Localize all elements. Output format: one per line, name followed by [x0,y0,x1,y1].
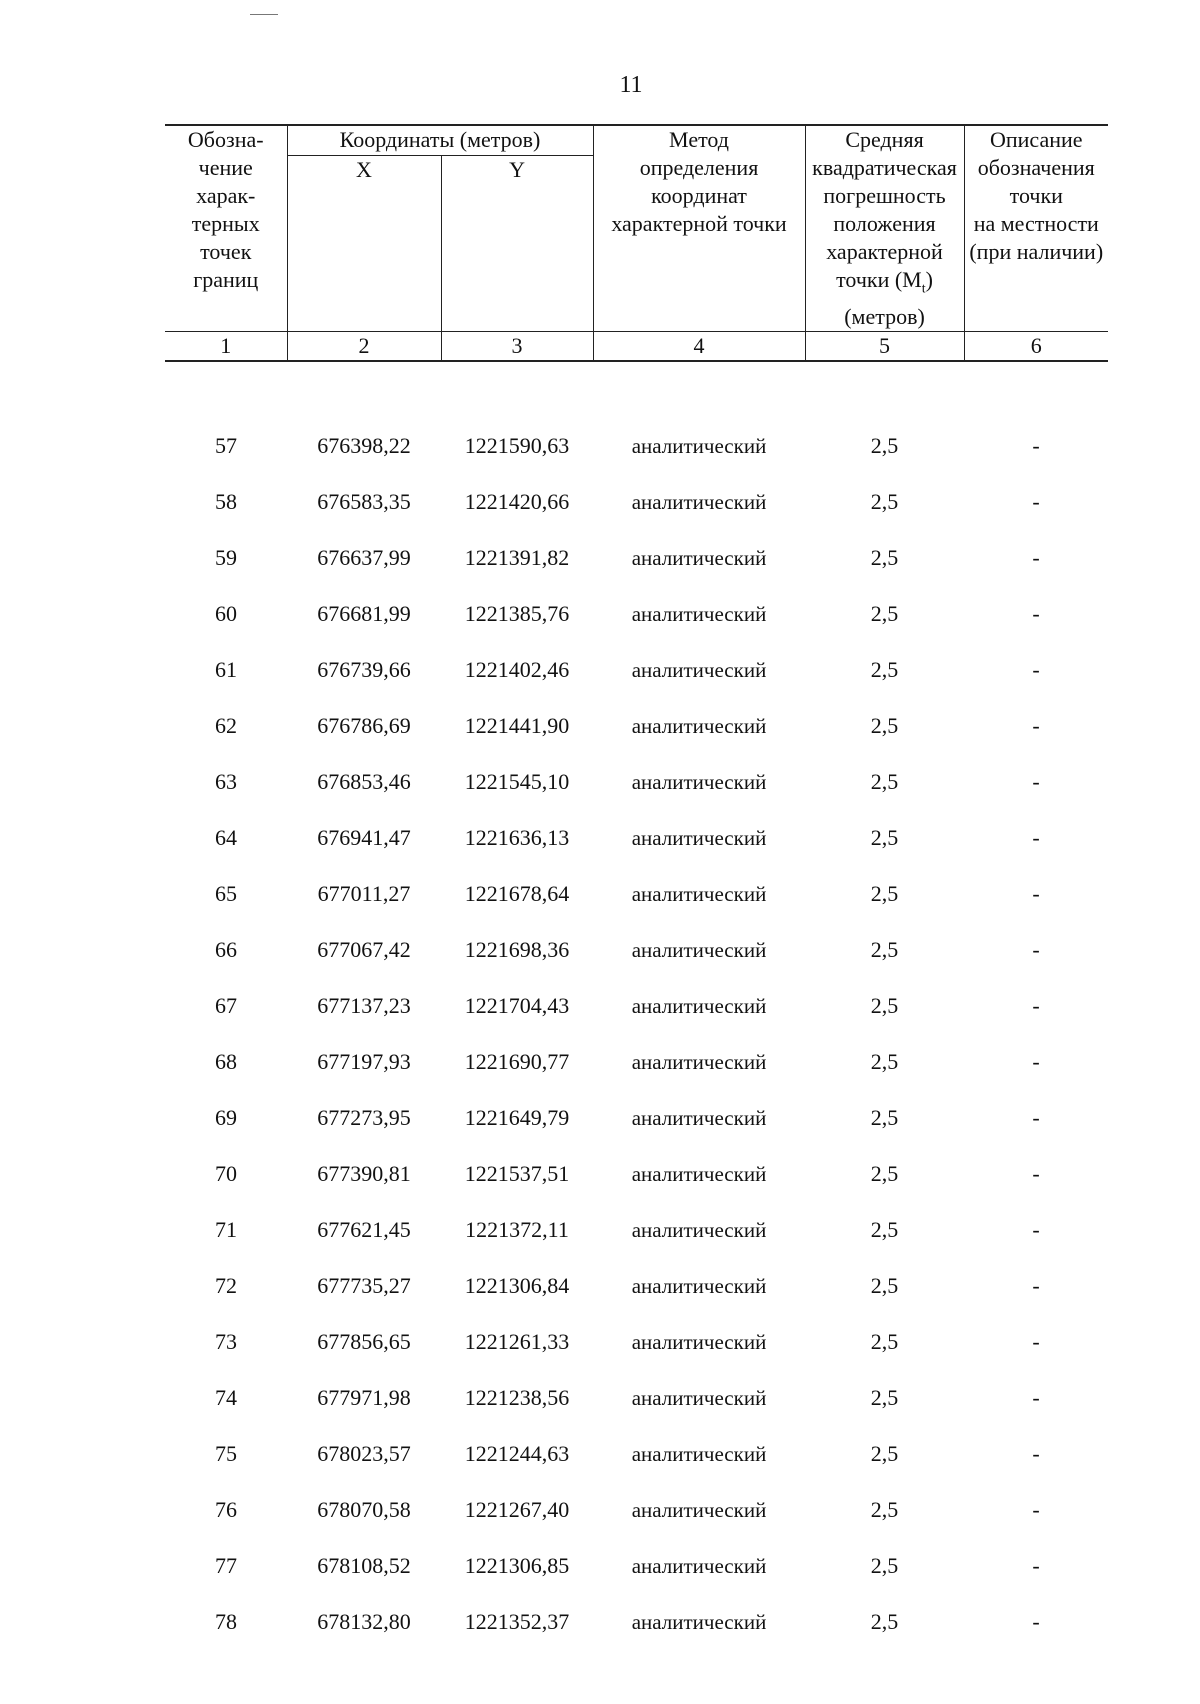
table-row [165,642,1108,698]
cell-description: - [1032,825,1040,851]
cell-method: аналитический [631,1049,767,1074]
cell-point-id: 76 [215,1497,237,1523]
cell-method: аналитический [631,937,767,962]
table-row [165,1370,1108,1426]
table-row [165,754,1108,810]
table-row [165,922,1108,978]
page-number: 11 [619,72,643,98]
cell-error: 2,5 [870,881,899,907]
cell-y: 1221678,64 [464,881,570,907]
header-coordinates: Координаты (метров) [287,125,593,156]
cell-point-id: 75 [215,1441,237,1467]
table-row [165,1426,1108,1482]
cell-method: аналитический [631,601,767,626]
cell-method: аналитический [631,657,767,682]
cell-description: - [1032,713,1040,739]
cell-error: 2,5 [870,1217,899,1243]
cell-point-id: 61 [215,657,237,683]
cell-method: аналитический [631,825,767,850]
cell-method: аналитический [631,1329,767,1354]
cell-error: 2,5 [870,1049,899,1075]
table-row [165,1594,1108,1650]
cell-point-id: 77 [215,1553,237,1579]
cell-y: 1221690,77 [464,1049,570,1075]
cell-x: 676739,66 [317,657,411,683]
header-error-text: Средняя квадратическая погрешность положения характерной точки $(M_t)$ (метров) [812,127,957,330]
cell-point-id: 62 [215,713,237,739]
cell-x: 677273,95 [317,1105,411,1131]
cell-error: 2,5 [870,1273,899,1299]
cell-y: 1221306,84 [464,1273,570,1299]
cell-y: 1221704,43 [464,993,570,1019]
cell-description: - [1032,993,1040,1019]
cell-x: 676583,35 [317,489,411,515]
cell-method: аналитический [631,1553,767,1578]
cell-point-id: 67 [215,993,237,1019]
cell-method: аналитический [631,1441,767,1466]
cell-method: аналитический [631,769,767,794]
cell-y: 1221238,56 [464,1385,570,1411]
column-number: 6 [964,332,1108,362]
cell-x: 677390,81 [317,1161,411,1187]
boundary-points-table [165,124,1108,1650]
cell-x: 677067,42 [317,937,411,963]
cell-error: 2,5 [870,769,899,795]
cell-y: 1221244,63 [464,1441,570,1467]
cell-description: - [1032,489,1040,515]
column-number: 1 [165,332,287,362]
cell-description: - [1032,1329,1040,1355]
cell-x: 676853,46 [317,769,411,795]
cell-error: 2,5 [870,1497,899,1523]
table-row [165,978,1108,1034]
header-y: Y [441,156,593,332]
cell-x: 677011,27 [317,881,411,907]
cell-error: 2,5 [870,601,899,627]
cell-point-id: 63 [215,769,237,795]
cell-method: аналитический [631,1161,767,1186]
cell-description: - [1032,1441,1040,1467]
cell-point-id: 60 [215,601,237,627]
cell-description: - [1032,545,1040,571]
table-row [165,530,1108,586]
cell-method: аналитический [631,1385,767,1410]
cell-y: 1221267,40 [464,1497,570,1523]
cell-x: 678023,57 [317,1441,411,1467]
cell-description: - [1032,601,1040,627]
table-row [165,1202,1108,1258]
cell-method: аналитический [631,1105,767,1130]
header-error [805,125,964,332]
table-row [165,1034,1108,1090]
cell-method: аналитический [631,1273,767,1298]
cell-y: 1221420,66 [464,489,570,515]
cell-x: 677735,27 [317,1273,411,1299]
table-row [165,1482,1108,1538]
table-row [165,1314,1108,1370]
cell-description: - [1032,1609,1040,1635]
table-body [165,361,1108,1650]
cell-error: 2,5 [870,433,899,459]
cell-description: - [1032,1385,1040,1411]
cell-point-id: 78 [215,1609,237,1635]
table-row [165,810,1108,866]
cell-error: 2,5 [870,545,899,571]
cell-description: - [1032,1273,1040,1299]
table-row [165,866,1108,922]
cell-point-id: 71 [215,1217,237,1243]
cell-y: 1221649,79 [464,1105,570,1131]
cell-y: 1221545,10 [464,769,570,795]
cell-point-id: 74 [215,1385,237,1411]
cell-y: 1221352,37 [464,1609,570,1635]
cell-error: 2,5 [870,1105,899,1131]
cell-x: 678132,80 [317,1609,411,1635]
cell-method: аналитический [631,1497,767,1522]
top-scan-mark [250,14,278,15]
cell-y: 1221698,36 [464,937,570,963]
cell-description: - [1032,1161,1040,1187]
cell-y: 1221385,76 [464,601,570,627]
cell-description: - [1032,1497,1040,1523]
cell-y: 1221372,11 [465,1217,569,1243]
column-number: 4 [593,332,805,362]
cell-point-id: 69 [215,1105,237,1131]
cell-x: 677197,93 [317,1049,411,1075]
cell-error: 2,5 [870,825,899,851]
cell-error: 2,5 [870,713,899,739]
header-description: Описание обозначения точки на местности (при наличии) [964,125,1108,332]
cell-point-id: 64 [215,825,237,851]
table-row [165,1146,1108,1202]
cell-x: 677856,65 [317,1329,411,1355]
cell-method: аналитический [631,993,767,1018]
cell-description: - [1032,769,1040,795]
cell-error: 2,5 [870,993,899,1019]
cell-method: аналитический [631,881,767,906]
cell-y: 1221402,46 [464,657,570,683]
cell-error: 2,5 [870,1609,899,1635]
table-row [165,1258,1108,1314]
table-row [165,586,1108,642]
cell-description: - [1032,881,1040,907]
cell-x: 678070,58 [317,1497,411,1523]
cell-point-id: 57 [215,433,237,459]
cell-error: 2,5 [870,489,899,515]
table-row [165,1090,1108,1146]
header-x: X [287,156,441,332]
cell-point-id: 72 [215,1273,237,1299]
cell-x: 676398,22 [317,433,411,459]
cell-x: 677971,98 [317,1385,411,1411]
column-number: 2 [287,332,441,362]
cell-method: аналитический [631,433,767,458]
cell-description: - [1032,1105,1040,1131]
cell-y: 1221590,63 [464,433,570,459]
cell-y: 1221537,51 [464,1161,570,1187]
cell-method: аналитический [631,713,767,738]
cell-x: 677137,23 [317,993,411,1019]
cell-x: 676637,99 [317,545,411,571]
cell-point-id: 73 [215,1329,237,1355]
cell-description: - [1032,433,1040,459]
cell-method: аналитический [631,1217,767,1242]
cell-point-id: 59 [215,545,237,571]
cell-x: 676786,69 [317,713,411,739]
cell-point-id: 68 [215,1049,237,1075]
cell-error: 2,5 [870,1441,899,1467]
spacer-row [165,361,1108,418]
cell-error: 2,5 [870,1329,899,1355]
cell-point-id: 65 [215,881,237,907]
table-row [165,418,1108,474]
table-row [165,1538,1108,1594]
table-row [165,474,1108,530]
cell-method: аналитический [631,489,767,514]
cell-error: 2,5 [870,1385,899,1411]
cell-error: 2,5 [870,1553,899,1579]
cell-description: - [1032,937,1040,963]
cell-description: - [1032,1217,1040,1243]
cell-y: 1221306,85 [464,1553,570,1579]
cell-x: 678108,52 [317,1553,411,1579]
cell-point-id: 58 [215,489,237,515]
table-row [165,698,1108,754]
cell-description: - [1032,657,1040,683]
cell-description: - [1032,1553,1040,1579]
cell-y: 1221441,90 [464,713,570,739]
cell-method: аналитический [631,1609,767,1634]
header-method: Метод определения координат характерной точки [593,125,805,332]
cell-point-id: 66 [215,937,237,963]
cell-description: - [1032,1049,1040,1075]
column-number: 3 [441,332,593,362]
column-number: 5 [805,332,964,362]
cell-x: 677621,45 [317,1217,411,1243]
cell-method: аналитический [631,545,767,570]
cell-error: 2,5 [870,1161,899,1187]
cell-error: 2,5 [870,657,899,683]
cell-y: 1221391,82 [464,545,570,571]
cell-point-id: 70 [215,1161,237,1187]
cell-error: 2,5 [870,937,899,963]
cell-y: 1221261,33 [464,1329,570,1355]
cell-x: 676681,99 [317,601,411,627]
header-point-designation: Обозна- чение харак- терных точек границ [165,125,287,332]
cell-y: 1221636,13 [464,825,570,851]
cell-x: 676941,47 [317,825,411,851]
